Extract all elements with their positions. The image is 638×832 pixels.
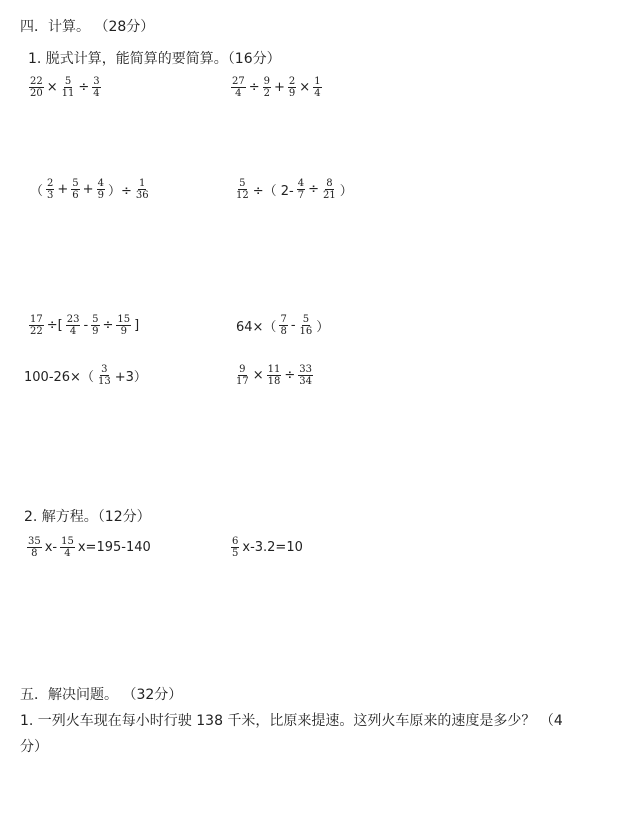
fraction: $\frac{35}{8}$ (28, 536, 41, 559)
expression-5 (28, 314, 141, 337)
operator: ÷[ (46, 318, 63, 333)
fraction: $\frac{2}{9}$ (288, 76, 296, 99)
fraction: $\frac{5}{9}$ (92, 314, 99, 337)
section-5-heading: 五．解决问题。 （32分） (20, 687, 183, 703)
operator: + (82, 182, 94, 197)
operator: ÷ (308, 182, 320, 197)
operator: ）÷ (107, 184, 132, 199)
problem-1-line-2: 分） (20, 739, 48, 755)
fraction: $\frac{15}{9}$ (117, 314, 131, 337)
fraction: $\frac{1}{36}$ (135, 178, 149, 201)
operator: （ (30, 184, 44, 199)
section-4-heading: 四．计算。 （28分） (20, 19, 155, 35)
operator: x- (44, 540, 58, 555)
operator: ] (134, 318, 140, 333)
operator: - (83, 318, 89, 333)
fraction: $\frac{22}{20}$ (30, 76, 43, 99)
fraction: $\frac{7}{8}$ (280, 314, 287, 337)
equation-1 (26, 536, 153, 559)
fraction: $\frac{5}{16}$ (299, 314, 313, 337)
operator: ÷ (248, 80, 260, 95)
fraction: $\frac{5}{11}$ (61, 76, 75, 99)
operator: + (274, 80, 285, 95)
fraction: $\frac{5}{6}$ (72, 178, 79, 201)
question-1-heading: 1. 脱式计算，能简算的要简算。（16分） (28, 51, 281, 67)
operator: ÷（ 2- (252, 184, 294, 199)
operator: +3） (114, 370, 147, 385)
expression-4 (234, 178, 355, 201)
fraction: $\frac{6}{5}$ (232, 536, 239, 559)
fraction: $\frac{3}{4}$ (93, 76, 100, 99)
fraction: $\frac{11}{18}$ (267, 364, 281, 387)
fraction: $\frac{23}{4}$ (66, 314, 80, 337)
expression-8 (234, 364, 314, 387)
fraction: $\frac{3}{13}$ (97, 364, 111, 387)
fraction: $\frac{8}{21}$ (323, 178, 336, 201)
expression-1 (28, 76, 102, 99)
operator: × (299, 80, 311, 95)
operator: × (252, 368, 264, 383)
operator: ） (339, 184, 353, 199)
fraction: $\frac{9}{17}$ (236, 364, 249, 387)
fraction: $\frac{2}{3}$ (47, 178, 54, 201)
operator: ） (316, 320, 330, 335)
expression-7 (22, 364, 149, 387)
operator: ÷ (102, 318, 114, 333)
fraction: $\frac{27}{4}$ (232, 76, 245, 99)
operator: 64×（ (236, 320, 277, 335)
fraction: $\frac{1}{4}$ (314, 76, 321, 99)
operator: x-3.2=10 (242, 540, 303, 555)
operator: 100-26×（ (24, 370, 94, 385)
operator: × (46, 80, 58, 95)
fraction: $\frac{15}{4}$ (61, 536, 74, 559)
operator: + (57, 182, 69, 197)
fraction: $\frac{5}{12}$ (236, 178, 249, 201)
equation-2 (230, 536, 305, 559)
fraction: $\frac{33}{34}$ (299, 364, 313, 387)
fraction: $\frac{9}{2}$ (263, 76, 271, 99)
expression-2 (230, 76, 323, 99)
question-2-heading: 2. 解方程。（12分） (24, 509, 151, 525)
problem-1-line-1: 1. 一列火车现在每小时行驶 138 千米，比原来提速。这列火车原来的速度是多少？ （4 (20, 713, 563, 729)
operator: - (290, 318, 296, 333)
expression-3 (28, 178, 151, 201)
operator: ÷ (78, 80, 90, 95)
operator: x=195-140 (77, 540, 151, 555)
expression-6 (234, 314, 331, 337)
fraction: $\frac{4}{9}$ (97, 178, 104, 201)
fraction: $\frac{17}{22}$ (30, 314, 43, 337)
operator: ÷ (284, 368, 296, 383)
fraction: $\frac{4}{7}$ (297, 178, 305, 201)
